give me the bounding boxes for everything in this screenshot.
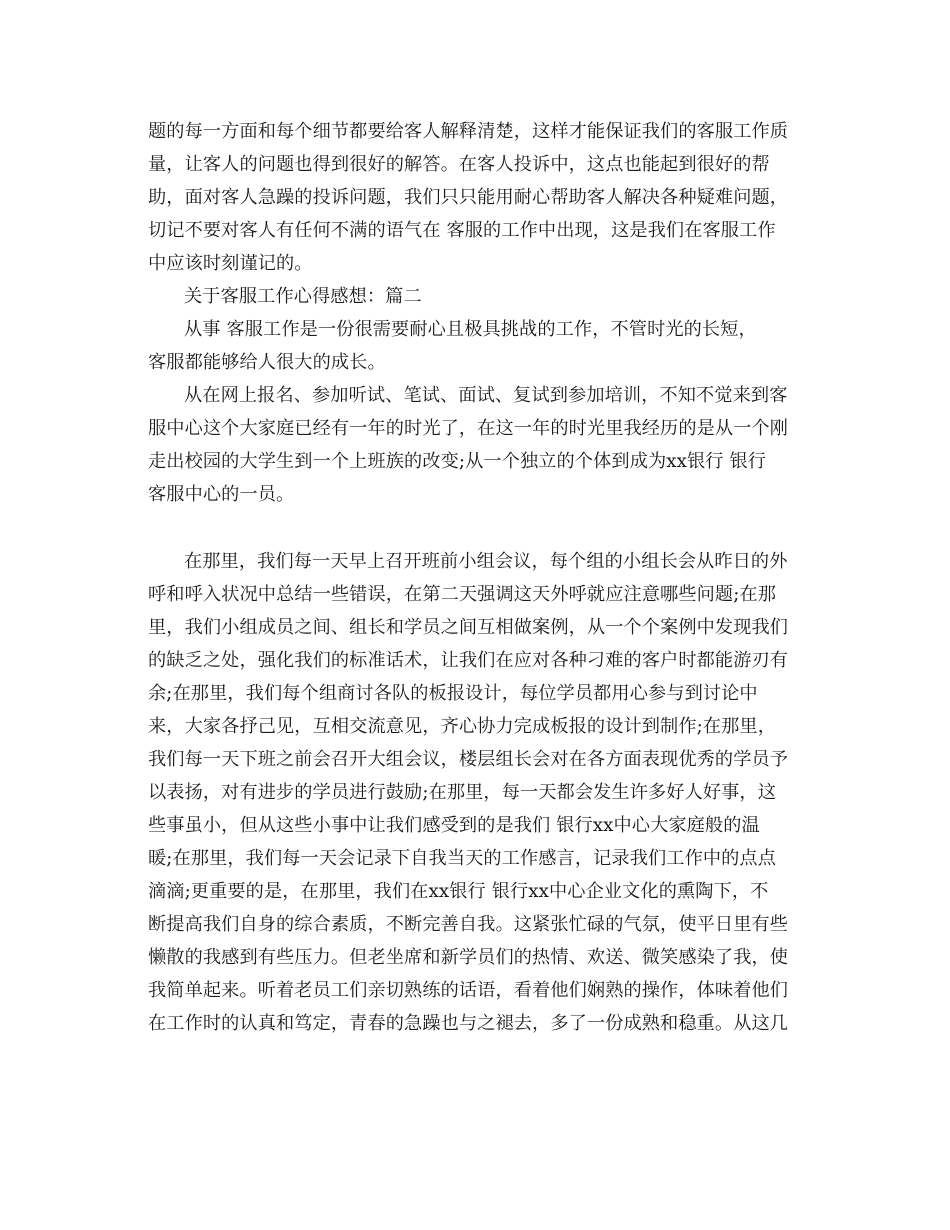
text-line: 从事 客服工作是一份很需要耐心且极具挑战的工作，不管时光的长短， xyxy=(184,319,757,340)
text-line: 服中心这个大家庭已经有一年的时光了，在这一年的时光里我经历的是从一个刚 xyxy=(148,418,789,439)
section-heading: 关于客服工作心得感想：篇二 xyxy=(184,286,422,307)
text-line: 走出校园的大学生到一个上班族的改变;从一个独立的个体到成为xx银行 银行 xyxy=(148,451,767,472)
text-line: 断提高我们自身的综合素质，不断完善自我。这紧张忙碌的气氛，使平日里有些 xyxy=(148,914,789,935)
text-line: 题的每一方面和每个细节都要给客人解释清楚，这样才能保证我们的客服工作质 xyxy=(148,121,789,142)
text-line: 客服都能够给人很大的成长。 xyxy=(148,352,386,373)
text-line: 懒散的我感到有些压力。但老坐席和新学员们的热情、欢送、微笑感染了我，使 xyxy=(148,947,789,968)
text-line: 滴滴;更重要的是，在那里，我们在xx银行 银行xx中心企业文化的熏陶下，不 xyxy=(148,881,769,902)
text-line: 余;在那里，我们每个组商讨各队的板报设计，每位学员都用心参与到讨论中 xyxy=(148,683,758,704)
text-line: 些事虽小，但从这些小事中让我们感受到的是我们 银行xx中心大家庭般的温 xyxy=(148,815,760,836)
text-line: 中应该时刻谨记的。 xyxy=(148,253,313,274)
text-line: 里，我们小组成员之间、组长和学员之间互相做案例，从一个个案例中发现我们 xyxy=(148,617,789,638)
text-line: 助，面对客人急躁的投诉问题，我们只只能用耐心帮助客人解决各种疑难问题， xyxy=(148,187,789,208)
text-line: 我简单起来。听着老员工们亲切熟练的话语，看着他们娴熟的操作，体味着他们 xyxy=(148,980,789,1001)
text-line: 切记不要对客人有任何不满的语气在 客服的工作中出现，这是我们在客服工作 xyxy=(148,220,776,241)
text-line: 在那里，我们每一天早上召开班前小组会议，每个组的小组长会从昨日的外 xyxy=(184,551,788,572)
text-line: 我们每一天下班之前会召开大组会议，楼层组长会对在各方面表现优秀的学员予 xyxy=(148,749,789,770)
text-line: 暖;在那里，我们每一天会记录下自我当天的工作感言，记录我们工作中的点点 xyxy=(148,848,777,869)
text-line: 在工作时的认真和笃定，青春的急躁也与之褪去，多了一份成熟和稳重。从这几 xyxy=(148,1013,789,1034)
text-line: 从在网上报名、参加听试、笔试、面试、复试到参加培训，不知不觉来到客 xyxy=(184,385,788,406)
text-line: 来，大家各抒己见，互相交流意见，齐心协力完成板报的设计到制作;在那里， xyxy=(148,716,777,737)
text-line: 量，让客人的问题也得到很好的解答。在客人投诉中，这点也能起到很好的帮 xyxy=(148,154,770,175)
text-line: 客服中心的一员。 xyxy=(148,484,295,505)
text-line: 以表扬，对有进步的学员进行鼓励;在那里，每一天都会发生许多好人好事，这 xyxy=(148,782,777,803)
text-line: 的缺乏之处，强化我们的标准话术，让我们在应对各种刁难的客户时都能游刃有 xyxy=(148,650,789,671)
text-line: 呼和呼入状况中总结一些错误，在第二天强调这天外呼就应注意哪些问题;在那 xyxy=(148,584,777,605)
